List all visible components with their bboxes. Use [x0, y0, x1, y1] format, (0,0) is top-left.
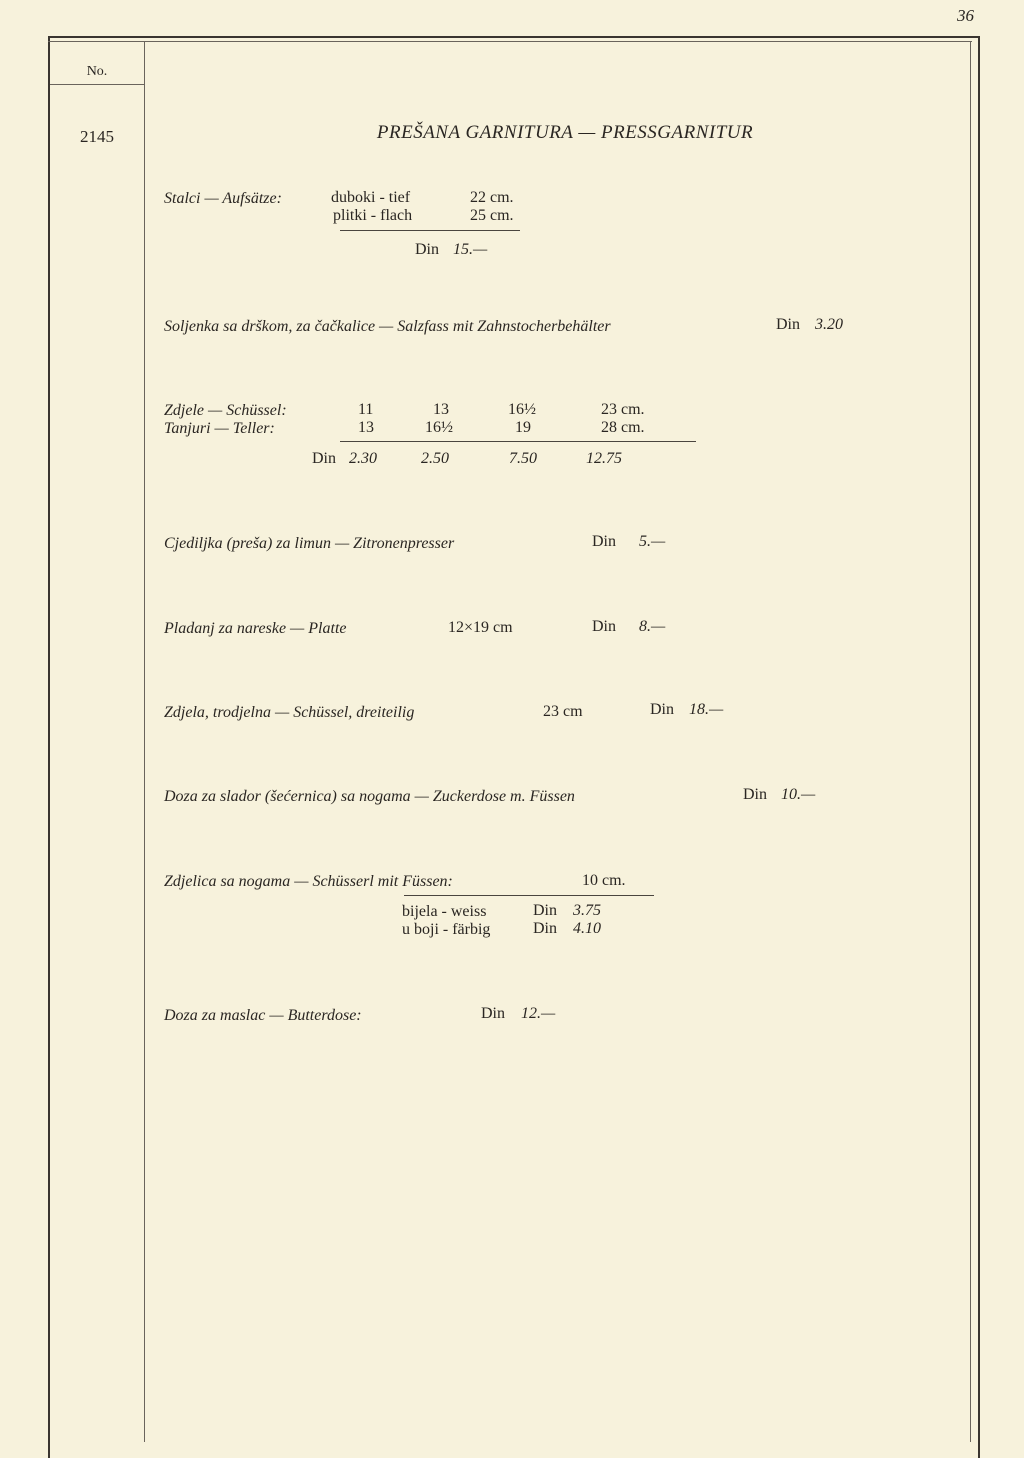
stalci-rule	[340, 230, 520, 231]
zdjele-value: 16½	[508, 401, 536, 418]
item-number: 2145	[80, 127, 114, 146]
doza-maslac-label: Doza za maslac — Butterdose:	[164, 1007, 362, 1024]
zdjelica-label: Zdjelica sa nogama — Schüsserl mit Füssen:	[164, 873, 453, 890]
zdjelica-row-value: 3.75	[573, 902, 601, 919]
number-column-divider	[144, 42, 145, 1442]
doza-maslac-price-value: 12.—	[521, 1005, 556, 1022]
header-rule	[50, 84, 144, 85]
zdjelica-row-din: Din	[533, 920, 557, 937]
frame-inner-top-rule	[48, 41, 972, 42]
zdjela-trodjelna-price-din: Din	[650, 701, 674, 718]
pladanj-size: 12×19 cm	[448, 619, 513, 636]
doza-maslac-price-din: Din	[481, 1005, 505, 1022]
zdjele-price: 2.50	[421, 450, 449, 467]
tanjuri-value: 19	[515, 419, 531, 436]
tanjuri-value: 13	[358, 419, 374, 436]
section-title: PREŠANA GARNITURA — PRESSGARNITUR	[376, 122, 754, 143]
zdjele-value: 11	[358, 401, 374, 418]
frame-inner-right-rule	[970, 42, 971, 1442]
stalci-row-size: 25 cm.	[470, 207, 514, 224]
zdjele-rule	[340, 441, 696, 442]
tanjuri-value: 28 cm.	[601, 419, 645, 436]
page-number: 36	[957, 6, 974, 25]
soljenka-price-value: 3.20	[815, 316, 843, 333]
soljenka-label: Soljenka sa drškom, za čačkalice — Salzfass mit Zahnstocherbehälter	[164, 318, 611, 335]
pladanj-label: Pladanj za nareske — Platte	[164, 620, 347, 637]
zdjele-label: Zdjele — Schüssel:	[164, 402, 287, 419]
cjediljka-price-din: Din	[592, 533, 616, 550]
stalci-label: Stalci — Aufsätze:	[164, 190, 282, 207]
zdjelica-row-value: 4.10	[573, 920, 601, 937]
doza-slador-price-value: 10.—	[781, 786, 816, 803]
zdjele-value: 23 cm.	[601, 401, 645, 418]
number-column-header: No.	[86, 64, 108, 79]
stalci-row-name: duboki - tief	[331, 189, 411, 206]
tanjuri-label: Tanjuri — Teller:	[164, 420, 275, 437]
zdjele-price: 7.50	[509, 450, 537, 467]
zdjelica-rule	[404, 895, 654, 896]
tanjuri-value: 16½	[425, 419, 453, 436]
zdjele-price: 12.75	[586, 450, 622, 467]
zdjelica-size: 10 cm.	[582, 872, 626, 889]
stalci-row-name: plitki - flach	[333, 207, 413, 224]
cjediljka-price-value: 5.—	[639, 533, 666, 550]
page-frame	[48, 36, 980, 1458]
stalci-price-value: 15.—	[453, 241, 488, 258]
zdjele-price-din: Din	[312, 450, 336, 467]
soljenka-price-din: Din	[776, 316, 800, 333]
doza-slador-label: Doza za slador (šećernica) sa nogama — Zuckerdose m. Füssen	[164, 788, 575, 805]
zdjele-price: 2.30	[349, 450, 377, 467]
stalci-price-din: Din	[415, 241, 439, 258]
doza-slador-price-din: Din	[743, 786, 767, 803]
zdjele-value: 13	[433, 401, 449, 418]
zdjelica-row-din: Din	[533, 902, 557, 919]
cjediljka-label: Cjediljka (preša) za limun — Zitronenpresser	[164, 535, 455, 552]
pladanj-price-value: 8.—	[639, 618, 666, 635]
zdjela-trodjelna-price-value: 18.—	[689, 701, 724, 718]
pladanj-price-din: Din	[592, 618, 616, 635]
zdjela-trodjelna-size: 23 cm	[543, 703, 583, 720]
zdjelica-row-name: bijela - weiss	[402, 903, 487, 920]
zdjela-trodjelna-label: Zdjela, trodjelna — Schüssel, dreiteilig	[164, 704, 415, 721]
zdjelica-row-name: u boji - färbig	[402, 921, 491, 938]
stalci-row-size: 22 cm.	[470, 189, 514, 206]
